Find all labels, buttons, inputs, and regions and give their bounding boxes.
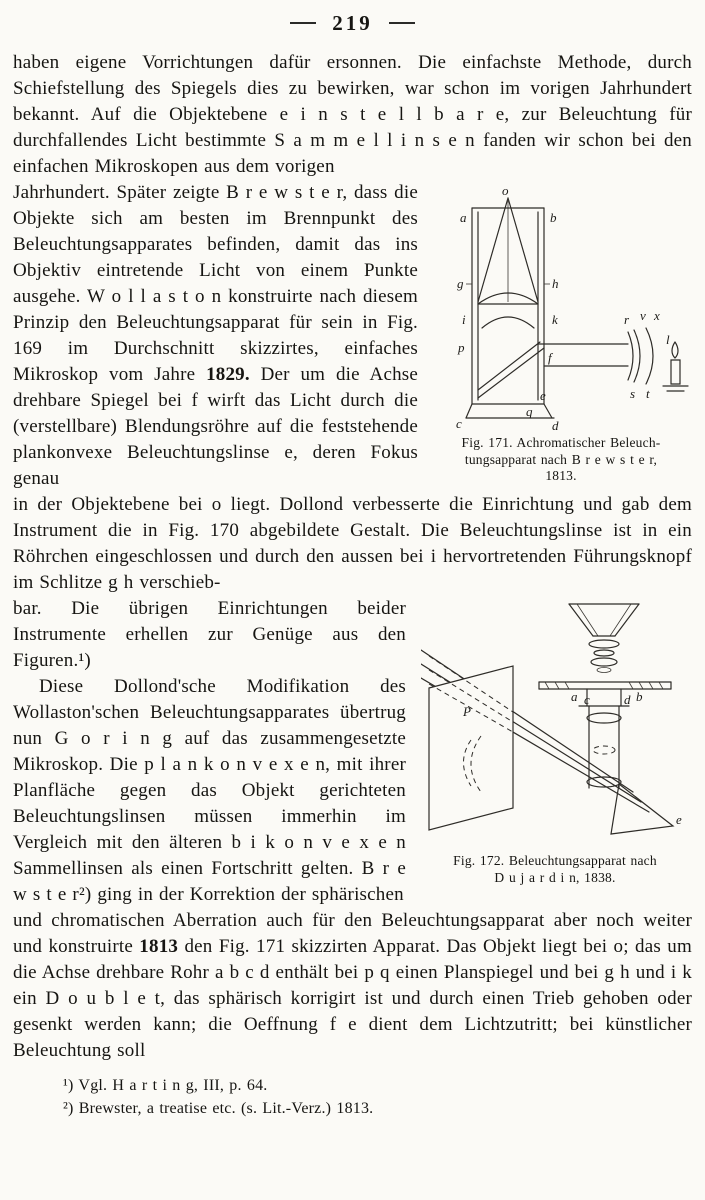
page-header [13,8,692,38]
figure-172 [418,598,692,886]
fig171-label-t: t [646,386,650,401]
fig171-label-q: q [526,404,533,419]
achromatic-lens-pair [628,328,653,384]
fig171-label-e: e [540,388,546,403]
figure-171-letter-labels [456,183,670,432]
fig171-label-o: o [502,183,509,198]
stage-bar [539,682,671,706]
paragraph-6 [13,908,692,1064]
fig171-label-a: a [460,210,467,225]
fig171-label-d: d [552,418,559,432]
fig172-label-e: e [676,812,682,827]
section-fig171 [13,180,692,492]
paragraph-4: bar. Die übrigen Einrichtungen beider Instrumente erhellen zur Genüge aus den Figuren.¹) [13,598,406,671]
fig171-label-c: c [456,416,462,431]
paragraph-2-text-b: Der um die Achse drehbare Spiegel bei f wirft das Licht durch die (verstellbare) Blendungsröhre auf die feststehende plankonvexe Beleuchtungslinse e, deren Fokus genau [13,364,419,489]
header-dash-right-icon [389,22,415,24]
fig171-label-b: b [550,210,557,225]
light-rays [478,198,538,302]
fig172-label-c: c [584,692,590,707]
section-fig172 [13,596,692,908]
candle [663,342,688,391]
fig171-label-x: x [654,308,660,323]
paragraph-1: haben eigene Vorrichtungen dafür ersonnen. Die einfachste Methode, durch Schiefstellung des Spiegels dies zu bewirken, war schon im vorigen Jahrhundert bekannt. Auf die Objektebene e i n s t e l l b a r e, zur Beleuchtung für durchfallendes Licht bestimmte S a m m e l l i n s e n fanden wir schon bei den einfachen Mikroskopen aus dem vorigen [13,52,692,177]
paragraph-6-text-b: den Fig. 171 skizzirten Apparat. Das Objekt liegt bei o; das um die Achse drehbare Rohr a b c d enthält bei p q einen Planspiegel und bei g h und i k ein D o u b l e t, das sphärisch korrigirt ist und durch einen Trieb gehoben oder gesenkt werden kann; die Oeffnung f e dient dem Lichtzutritt; bei künstlicher Beleuchtung soll [13,936,692,1061]
figure-171-drawing [432,182,690,432]
mirror-plane [429,656,513,830]
figure-172-caption-line2: D u j a r d i n, 1838. [494,869,616,885]
fig172-label-b: b [636,689,643,704]
fig171-label-l: l [666,332,670,347]
fig171-label-p: p [458,340,465,355]
prism [611,784,673,834]
paragraph-2-text-a: Jahrhundert. Später zeigte B r e w s t e r, dass die Objekte sich am besten im Brennpunkt des Beleuchtungsapparates befinden, damit das ins Objektiv eintretende Licht von einem Punkte ausgehe. W o l l a s t o n konstruirte nach diesem Prinzip den Beleuchtungsapparat für sein in Fig. 169 im Durchschnitt skizzirtes, einfaches Mikroskop vom Jahre [13,182,418,385]
footnotes [13,1074,692,1120]
mirror [478,342,544,398]
paragraph-6-bold-year: 1813 [139,936,179,957]
figure-171-caption-line2: tungsapparat nach B r e w s t e r, [464,451,658,467]
figure-171 [430,182,692,485]
figure-172-caption-line1: Fig. 172. Beleuchtungsapparat nach [453,853,657,868]
paragraph-6-text-a: und chromatischen Aberration auch für den Beleuchtungsapparat aber noch weiter und konstruirte [13,910,692,957]
fig172-label-d: d [624,692,631,707]
paragraph-2-bold-year: 1829. [206,364,250,385]
fig171-label-r: r [624,312,630,327]
figure-172-caption [418,853,692,886]
page-number: 219 [332,10,373,35]
figure-172-drawing [421,598,689,850]
fig171-label-i: i [462,312,466,327]
footnote-1: ¹) Vgl. H a r t i n g, III, p. 64. [63,1077,268,1094]
condenser-tube [587,706,621,788]
figure-171-caption [430,435,692,485]
footnote-2: ²) Brewster, a treatise etc. (s. Lit.-Verz.) 1813. [63,1100,374,1117]
fig171-label-g: g [457,276,464,291]
page-body [13,50,692,1120]
fig171-label-f: f [548,350,552,365]
paragraph-5: Diese Dollond'sche Modifikation des Wollaston'schen Beleuchtungsapparates übertrug nun G o r i n g auf das zusammengesetzte Mikroskop. Die p l a n k o n v e x e n, mit ihrer Planfläche gegen das Objekt gerichteten Beleuchtungslinsen müssen immerhin im Vergleich mit den älteren b i k o n v e x e n Sammellinsen als einen Fortschritt gelten. B r e w s t e r²) ging in der Korrektion der sphärischen [13,676,406,905]
header-dash-left-icon [290,22,316,24]
apparatus-base [466,404,554,418]
fig171-label-v: v [640,308,646,323]
fig171-label-s: s [630,386,636,401]
paragraph-3: in der Objektebene bei o liegt. Dollond verbesserte die Einrichtung und gab dem Instrument die in Fig. 170 abgebildete Gestalt. Die Beleuchtungslinse ist in ein Röhrchen eingeschlossen und durch den aussen bei i hervortretenden Führungsknopf im Schlitze g h verschieb- [13,494,692,593]
fig171-label-h: h [552,276,559,291]
figure-171-caption-line1: Fig. 171. Achromatischer Beleuch- [461,435,661,450]
figure-171-caption-line3: 1813. [545,468,577,483]
fig171-label-k: k [552,312,558,327]
lamp-funnel [569,604,639,673]
fig172-label-a: a [571,689,578,704]
fig172-label-P: P [463,704,472,719]
